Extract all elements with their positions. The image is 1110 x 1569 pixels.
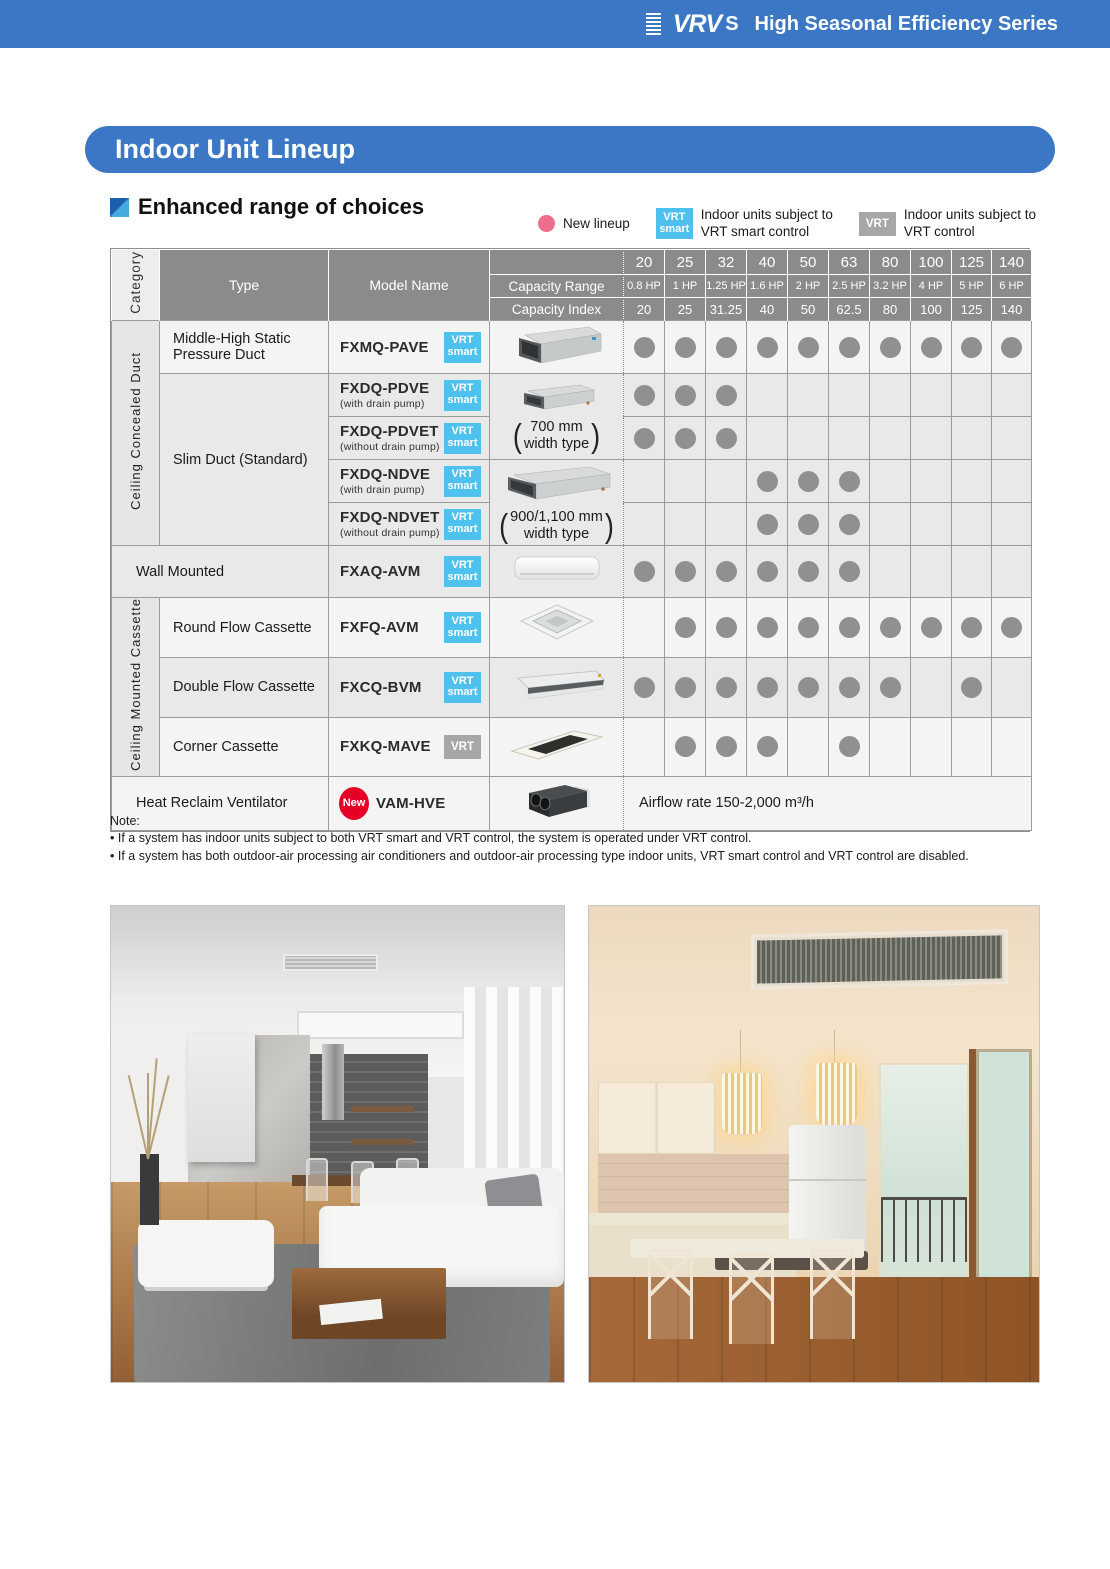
model-name-fxaq: FXAQ-AVM <box>340 563 421 580</box>
balcony-railing <box>881 1197 967 1263</box>
capacity-cell <box>788 598 829 658</box>
capacity-cell <box>788 374 829 417</box>
availability-dot <box>716 736 737 757</box>
capacity-col-index: 140 <box>992 298 1032 321</box>
capacity-cell <box>706 321 747 374</box>
magazine <box>319 1299 382 1325</box>
vrt-smart-badge: VRT smart <box>444 556 481 587</box>
capacity-col-hp: 2 HP <box>788 275 829 298</box>
brand-name: VRV <box>672 9 722 38</box>
capacity-col-code: 80 <box>870 250 911 275</box>
availability-dot <box>757 677 778 698</box>
capacity-cell <box>829 321 870 374</box>
new-badge: New <box>339 787 369 820</box>
capacity-col-index: 40 <box>747 298 788 321</box>
capacity-cell <box>788 417 829 460</box>
availability-dot <box>839 514 860 535</box>
capacity-cell <box>706 503 747 546</box>
vrt-smart-badge-line2: smart <box>659 222 690 235</box>
note-item-1: • If a system has indoor units subject to both VRT smart and VRT control, the system is operated under VRT control. <box>110 831 752 846</box>
vrt-badge: VRT <box>444 735 481 759</box>
capacity-col-hp: 1.6 HP <box>747 275 788 298</box>
series-title: High Seasonal Efficiency Series <box>754 12 1058 35</box>
capacity-cell <box>665 546 706 598</box>
capacity-col-code: 100 <box>911 250 952 275</box>
type-double-flow-cassette: Double Flow Cassette <box>160 658 329 717</box>
model-name-fxfq: FXFQ-AVM <box>340 619 419 637</box>
vrt-smart-legend-text <box>701 207 833 241</box>
capacity-cell <box>992 658 1032 717</box>
vrt-badge-text: VRT <box>865 217 889 230</box>
availability-dot <box>1001 337 1022 358</box>
model-name-fxdq-ndve: FXDQ-NDVE (with drain pump) <box>340 466 431 496</box>
capacity-cell <box>952 374 992 417</box>
vrt-smart-badge: VRT smart <box>444 380 481 411</box>
capacity-cell <box>952 658 992 717</box>
availability-dot <box>880 337 901 358</box>
capacity-col-index: 80 <box>870 298 911 321</box>
cross-back-chair <box>648 1249 693 1339</box>
capacity-cell <box>992 546 1032 598</box>
capacity-cell <box>992 717 1032 776</box>
capacity-cell <box>788 460 829 503</box>
availability-dot <box>798 514 819 535</box>
double-cassette-image <box>490 658 624 717</box>
header-spacer <box>490 250 624 275</box>
availability-dot <box>757 561 778 582</box>
floor-vase <box>140 1154 158 1225</box>
slim-duct-wide-icon <box>502 462 612 506</box>
capacity-cell <box>665 717 706 776</box>
capacity-cell <box>624 658 665 717</box>
ceiling-recess <box>297 1011 465 1040</box>
capacity-col-hp: 1 HP <box>665 275 706 298</box>
availability-dot <box>961 677 982 698</box>
capacity-cell <box>911 321 952 374</box>
capacity-cell <box>747 717 788 776</box>
availability-dot <box>716 337 737 358</box>
capacity-col-index: 20 <box>624 298 665 321</box>
availability-dot <box>675 337 696 358</box>
availability-dot <box>757 736 778 757</box>
vrt-smart-legend-line1: Indoor units subject to <box>700 207 833 222</box>
availability-dot <box>716 385 737 406</box>
availability-dot <box>716 617 737 638</box>
wall-canvas <box>188 1035 255 1162</box>
capacity-col-code: 125 <box>952 250 992 275</box>
capacity-cell <box>747 546 788 598</box>
new-lineup-label: New lineup <box>563 216 630 232</box>
capacity-cell <box>706 374 747 417</box>
fin-logo-icon <box>646 13 661 35</box>
capacity-cell <box>624 598 665 658</box>
capacity-cell <box>870 658 911 717</box>
capacity-cell <box>829 503 870 546</box>
vrt-smart-badge: VRT smart <box>444 332 481 363</box>
availability-dot <box>880 617 901 638</box>
tile-backsplash <box>598 1154 792 1216</box>
capacity-cell <box>870 321 911 374</box>
round-cassette-icon <box>518 602 596 648</box>
capacity-cell <box>665 460 706 503</box>
model-cell-fxkq <box>329 717 490 776</box>
capacity-cell <box>911 460 952 503</box>
capacity-cell <box>788 321 829 374</box>
availability-dot <box>757 514 778 535</box>
capacity-col-hp: 0.8 HP <box>624 275 665 298</box>
capacity-cell <box>829 658 870 717</box>
upper-cabinets <box>598 1082 715 1153</box>
type-round-flow-cassette: Round Flow Cassette <box>160 598 329 658</box>
header-category: Category <box>112 250 160 321</box>
ceiling-air-grille <box>751 929 1008 989</box>
capacity-cell <box>952 546 992 598</box>
capacity-cell <box>911 658 952 717</box>
header-model-name: Model Name <box>329 250 490 321</box>
capacity-col-code: 20 <box>624 250 665 275</box>
capacity-cell <box>706 417 747 460</box>
capacity-cell <box>624 374 665 417</box>
availability-dot <box>716 561 737 582</box>
ceiling-duct-vent <box>283 954 378 971</box>
capacity-col-index: 50 <box>788 298 829 321</box>
subsection-heading <box>110 194 424 220</box>
capacity-cell <box>870 717 911 776</box>
capacity-cell <box>706 717 747 776</box>
countertop <box>589 1213 796 1225</box>
capacity-cell <box>624 417 665 460</box>
availability-dot <box>675 561 696 582</box>
width-type-caption-700: ( 700 mm width type ) <box>512 416 601 455</box>
capacity-col-hp: 1.25 HP <box>706 275 747 298</box>
cross-back-chair <box>729 1253 774 1343</box>
availability-dot <box>839 471 860 492</box>
capacity-col-hp: 2.5 HP <box>829 275 870 298</box>
capacity-cell <box>706 460 747 503</box>
pendant-lamp <box>722 1073 763 1135</box>
slim-duct-icon <box>518 380 596 416</box>
capacity-col-index: 100 <box>911 298 952 321</box>
capacity-cell <box>870 374 911 417</box>
new-lineup-dot-icon <box>538 215 555 232</box>
model-cell-fxdq-ndve <box>329 460 490 503</box>
capacity-cell <box>665 503 706 546</box>
model-cell-fxdq-pdvet <box>329 417 490 460</box>
dining-chair <box>306 1158 329 1201</box>
capacity-cell <box>992 598 1032 658</box>
capacity-col-code: 63 <box>829 250 870 275</box>
capacity-cell <box>911 417 952 460</box>
range-hood <box>322 1044 345 1120</box>
type-middle-high-static-pressure-duct: Middle-High Static Pressure Duct <box>160 321 329 374</box>
availability-dot <box>798 337 819 358</box>
shelf <box>351 1139 414 1145</box>
capacity-col-code: 140 <box>992 250 1032 275</box>
wall-unit-icon <box>514 555 600 583</box>
capacity-cell <box>747 503 788 546</box>
capacity-cell <box>870 460 911 503</box>
availability-dot <box>757 337 778 358</box>
capacity-cell <box>788 546 829 598</box>
section-title: Indoor Unit Lineup <box>115 134 355 164</box>
capacity-cell <box>747 374 788 417</box>
availability-dot <box>839 337 860 358</box>
availability-dot <box>798 471 819 492</box>
availability-dot <box>675 385 696 406</box>
capacity-cell <box>747 460 788 503</box>
capacity-cell <box>706 658 747 717</box>
model-name-fxdq-pdvet: FXDQ-PDVET (without drain pump) <box>340 423 440 453</box>
capacity-cell <box>870 417 911 460</box>
capacity-cell <box>870 503 911 546</box>
model-name-fxkq: FXKQ-MAVE <box>340 738 431 756</box>
duct-unit-icon <box>511 323 603 367</box>
capacity-cell <box>952 598 992 658</box>
coffee-table <box>292 1268 446 1339</box>
capacity-col-index: 31.25 <box>706 298 747 321</box>
availability-dot <box>634 428 655 449</box>
capacity-cell <box>665 321 706 374</box>
category-ceiling-mounted-cassette: Ceiling Mounted Cassette <box>112 598 160 777</box>
capacity-col-index: 25 <box>665 298 706 321</box>
capacity-col-index: 62.5 <box>829 298 870 321</box>
capacity-cell <box>992 417 1032 460</box>
capacity-cell <box>992 321 1032 374</box>
ottoman <box>138 1220 274 1287</box>
vrt-smart-badge <box>656 208 693 239</box>
capacity-cell <box>747 598 788 658</box>
top-header-bar <box>0 0 1110 48</box>
type-heat-reclaim-ventilator: Heat Reclaim Ventilator <box>112 776 329 830</box>
capacity-cell <box>747 321 788 374</box>
availability-dot <box>798 561 819 582</box>
vrt-smart-legend-line2: VRT smart control <box>700 223 810 239</box>
availability-dot <box>757 471 778 492</box>
note-block <box>110 813 969 865</box>
capacity-cell <box>788 717 829 776</box>
capacity-cell <box>624 321 665 374</box>
availability-dot <box>716 428 737 449</box>
capacity-cell <box>952 417 992 460</box>
availability-dot <box>921 617 942 638</box>
round-cassette-image <box>490 598 624 658</box>
legend <box>538 207 1036 241</box>
photo-living-room <box>110 905 565 1383</box>
capacity-col-index: 125 <box>952 298 992 321</box>
category-ceiling-concealed-duct: Ceiling Concealed Duct <box>112 321 160 546</box>
availability-dot <box>675 428 696 449</box>
vrt-legend-line2: VRT control <box>903 223 975 239</box>
capacity-cell <box>829 598 870 658</box>
availability-dot <box>961 617 982 638</box>
pendant-cord <box>740 1030 741 1078</box>
brand-model: S <box>725 12 739 35</box>
capacity-cell <box>829 460 870 503</box>
availability-dot <box>675 736 696 757</box>
model-name-fxdq-ndvet: FXDQ-NDVET (without drain pump) <box>340 509 440 539</box>
model-name-vam: VAM-HVE <box>376 794 446 812</box>
capacity-cell <box>747 658 788 717</box>
availability-dot <box>839 561 860 582</box>
capacity-col-hp: 6 HP <box>992 275 1032 298</box>
capacity-cell <box>911 598 952 658</box>
availability-dot <box>757 617 778 638</box>
pendant-lamp <box>816 1063 857 1125</box>
capacity-col-hp: 4 HP <box>911 275 952 298</box>
model-cell-fxmq <box>329 321 490 374</box>
type-corner-cassette: Corner Cassette <box>160 717 329 776</box>
vrt-badge <box>859 212 896 236</box>
capacity-cell <box>952 503 992 546</box>
model-cell-fxfq <box>329 598 490 658</box>
capacity-cell <box>829 374 870 417</box>
header-capacity-index: Capacity Index <box>490 298 624 321</box>
note-item-2: • If a system has both outdoor-air processing air conditioners and outdoor-air processing type indoor units, VRT smart control and VRT control are disabled. <box>110 848 969 863</box>
availability-dot <box>798 677 819 698</box>
availability-dot <box>798 617 819 638</box>
availability-dot <box>634 337 655 358</box>
capacity-cell <box>952 321 992 374</box>
header-capacity-range: Capacity Range <box>490 275 624 298</box>
model-name-fxdq-pdve: FXDQ-PDVE (with drain pump) <box>340 380 430 410</box>
capacity-cell <box>624 717 665 776</box>
capacity-cell <box>952 460 992 503</box>
capacity-col-code: 50 <box>788 250 829 275</box>
header-type: Type <box>160 250 329 321</box>
capacity-cell <box>788 503 829 546</box>
lineup-table <box>111 249 1032 831</box>
duct-unit-image <box>490 321 624 374</box>
capacity-cell <box>665 417 706 460</box>
capacity-cell <box>829 546 870 598</box>
model-name-fxmq: FXMQ-PAVE <box>340 338 429 356</box>
availability-dot <box>634 561 655 582</box>
model-name-fxcq: FXCQ-BVM <box>340 678 422 696</box>
capacity-cell <box>992 374 1032 417</box>
subsection-title: Enhanced range of choices <box>138 194 425 219</box>
lineup-table-wrap <box>110 248 1030 832</box>
capacity-cell <box>911 546 952 598</box>
cross-back-chair <box>810 1249 855 1339</box>
section-title-bar <box>85 126 1055 173</box>
availability-dot <box>634 677 655 698</box>
availability-dot <box>961 337 982 358</box>
double-cassette-icon <box>508 668 606 702</box>
availability-dot <box>716 677 737 698</box>
vrt-smart-badge: VRT smart <box>444 466 481 497</box>
capacity-cell <box>992 460 1032 503</box>
slim-duct-900-image <box>490 460 624 546</box>
availability-dot <box>839 617 860 638</box>
shelf <box>351 1106 414 1112</box>
capacity-col-hp: 3.2 HP <box>870 275 911 298</box>
availability-dot <box>634 385 655 406</box>
vrt-smart-badge: VRT smart <box>444 672 481 703</box>
airflow-rate: Airflow rate 150-2,000 m³/h <box>624 776 1032 830</box>
model-cell-fxdq-pdve <box>329 374 490 417</box>
capacity-cell <box>747 417 788 460</box>
capacity-cell <box>911 717 952 776</box>
capacity-cell <box>829 717 870 776</box>
note-label: Note: <box>110 814 140 828</box>
type-wall-mounted: Wall Mounted <box>112 546 329 598</box>
vrt-legend-line1: Indoor units subject to <box>903 207 1036 222</box>
capacity-cell <box>624 546 665 598</box>
photo-kitchen-dining <box>588 905 1040 1383</box>
wall-unit-image <box>490 546 624 598</box>
capacity-cell <box>911 503 952 546</box>
capacity-cell <box>706 546 747 598</box>
capacity-col-code: 25 <box>665 250 706 275</box>
model-cell-fxaq <box>329 546 490 598</box>
corner-cassette-image <box>490 717 624 776</box>
capacity-cell <box>992 503 1032 546</box>
width-type-caption-900: ( 900/1,100 mm width type ) <box>499 506 614 545</box>
vrt-smart-badge: VRT smart <box>444 423 481 454</box>
capacity-cell <box>665 598 706 658</box>
vrt-legend-text <box>904 207 1036 241</box>
availability-dot <box>675 617 696 638</box>
availability-dot <box>880 677 901 698</box>
capacity-cell <box>788 658 829 717</box>
capacity-cell <box>952 717 992 776</box>
capacity-cell <box>624 460 665 503</box>
capacity-cell <box>911 374 952 417</box>
corner-cassette-icon <box>508 726 606 762</box>
availability-dot <box>839 677 860 698</box>
capacity-cell <box>870 546 911 598</box>
capacity-cell <box>829 417 870 460</box>
capacity-cell <box>665 374 706 417</box>
availability-dot <box>839 736 860 757</box>
capacity-cell <box>624 503 665 546</box>
availability-dot <box>675 677 696 698</box>
capacity-cell <box>706 598 747 658</box>
model-cell-fxcq <box>329 658 490 717</box>
vrt-smart-badge: VRT smart <box>444 612 481 643</box>
type-slim-duct-standard: Slim Duct (Standard) <box>160 374 329 546</box>
capacity-cell <box>870 598 911 658</box>
capacity-col-code: 40 <box>747 250 788 275</box>
availability-dot <box>921 337 942 358</box>
square-bullet-icon <box>110 198 129 217</box>
vrt-smart-badge-line1: VRT <box>663 211 686 224</box>
capacity-col-code: 32 <box>706 250 747 275</box>
availability-dot <box>1001 617 1022 638</box>
slim-duct-700-image <box>490 374 624 460</box>
model-cell-fxdq-ndvet <box>329 503 490 546</box>
capacity-col-hp: 5 HP <box>952 275 992 298</box>
capacity-cell <box>665 658 706 717</box>
vrt-smart-badge: VRT smart <box>444 509 481 540</box>
